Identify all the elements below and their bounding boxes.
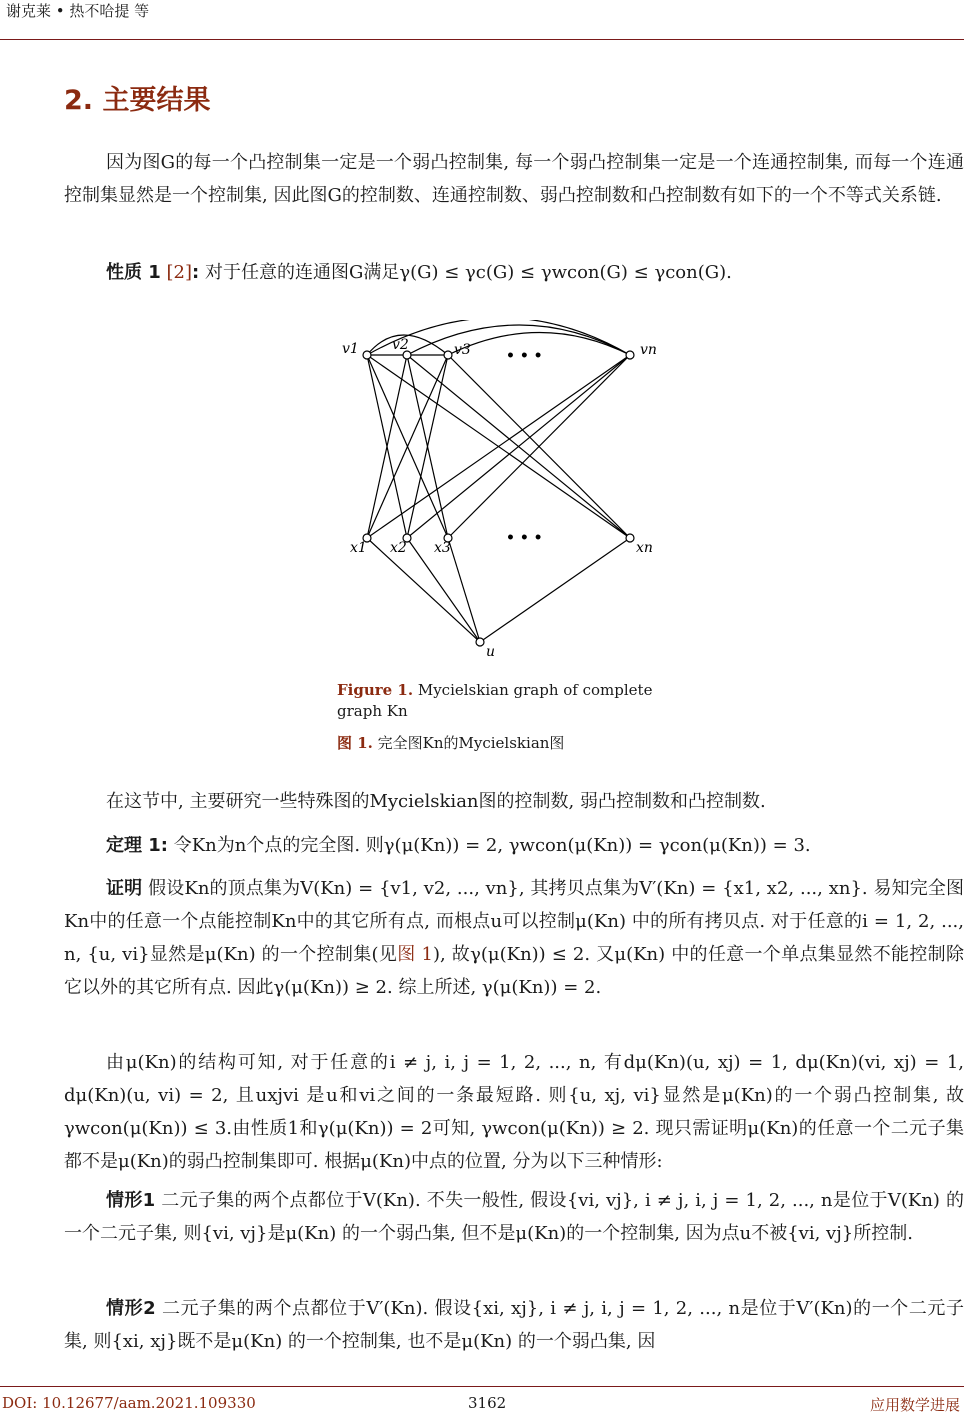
- label-v2: v2: [392, 337, 409, 353]
- running-header: 谢克莱 • 热不哈提 等: [6, 2, 150, 20]
- proof-text-2: ), 故γ(μ(Kn)) ≤ 2. 又μ(Kn) 中的任意一个单点集显然不能控制除它以外的其它所有点. 因此γ(μ(Kn)) ≥ 2. 综上所述, γ(μ(Kn)) = 2.: [64, 944, 964, 998]
- figure-caption-en: [337, 680, 697, 722]
- edge-xn-u: [480, 538, 630, 642]
- vertex-v1: [363, 351, 371, 359]
- section-paragraph: 在这节中, 主要研究一些特殊图的Mycielskian图的控制数, 弱凸控制数和凸控制数.: [106, 791, 766, 812]
- mycielskian-figure: [330, 320, 670, 670]
- vertex-vn: [626, 351, 634, 359]
- vertex-u: [476, 638, 484, 646]
- property-statement: [64, 256, 964, 289]
- theorem-label: 定理 1:: [106, 835, 168, 856]
- case2-paragraph: [64, 1292, 964, 1358]
- section-title: 2. 主要结果: [64, 85, 211, 116]
- case1-label: 情形1: [106, 1190, 156, 1211]
- figure-ref-link[interactable]: 图 1: [397, 944, 434, 965]
- figure-caption-en-text: Mycielskian graph of complete graph Kn: [337, 681, 653, 720]
- label-v3: v3: [454, 342, 471, 358]
- label-x3: x3: [434, 540, 451, 556]
- figure-caption-cn-text: 完全图Kn的Mycielskian图: [372, 734, 565, 752]
- footer-doi-link[interactable]: DOI: 10.12677/aam.2021.109330: [2, 1394, 256, 1412]
- footer-page-number: 3162: [468, 1394, 507, 1412]
- label-vn: vn: [640, 342, 657, 358]
- property-colon: :: [192, 262, 200, 283]
- label-x2: x2: [390, 540, 407, 556]
- edge-x3-u: [448, 538, 480, 642]
- case1-paragraph: [64, 1184, 964, 1250]
- figure-caption-en-label: Figure 1.: [337, 681, 414, 699]
- property-ref-link[interactable]: [2]: [166, 262, 193, 283]
- theorem-statement: [64, 829, 964, 862]
- intro-paragraph: 因为图G的每一个凸控制集一定是一个弱凸控制集, 每一个弱凸控制集一定是一个连通控制集, 而每一个连通控制集显然是一个控制集, 因此图G的控制数、连通控制数、弱凸控制数和凸控制数有如下的一个不等式关系链.: [64, 152, 964, 206]
- case2-label: 情形2: [106, 1298, 156, 1319]
- edge-x1-u: [367, 538, 480, 642]
- label-u: u: [486, 644, 496, 660]
- header-rule: [0, 39, 964, 40]
- proof-label: 证明: [106, 878, 143, 899]
- dots-top: • • •: [506, 348, 543, 364]
- proof-text-1: 假设Kn的顶点集为V(Kn) = {v1, v2, ..., vn}, 其拷贝点集为V′(Kn) = {x1, x2, ..., xn}. 易知完全图Kn中的任意一个点能控制Kn中的其它所有点, 而根点u可以控制μ(Kn) 中的所有拷贝点. 对于任意的i = 1, 2, ..., n, {u, vi}显然是μ(Kn) 的一个控制集(见: [64, 878, 964, 965]
- case2-text: 二元子集的两个点都位于V′(Kn). 假设{xi, xj}, i ≠ j, i, j = 1, 2, ..., n是位于V′(Kn)的一个二元子集, 则{xi, xj}既不是μ(Kn) 的一个控制集, 也不是μ(Kn) 的一个弱凸集, 因: [64, 1298, 964, 1352]
- label-xn: xn: [636, 540, 653, 556]
- figure-caption-cn-label: 图 1.: [337, 734, 373, 752]
- theorem-text: 令Kn为n个点的完全图. 则γ(μ(Kn)) = 2, γwcon(μ(Kn)) = γcon(μ(Kn)) = 3.: [168, 835, 811, 856]
- property-label: 性质 1: [106, 262, 161, 283]
- dots-bottom: • • •: [506, 530, 543, 546]
- figure-caption-cn: [337, 732, 564, 753]
- footer-journal-name: 应用数学进展: [869, 1396, 960, 1414]
- footer-rule: [0, 1386, 964, 1387]
- label-v1: v1: [342, 341, 359, 357]
- vertex-xn: [626, 534, 634, 542]
- proof-paragraph: [64, 872, 964, 1004]
- case1-text: 二元子集的两个点都位于V(Kn). 不失一般性, 假设{vi, vj}, i ≠ j, i, j = 1, 2, ..., n是位于V(Kn) 的一个二元子集, 则{vi, vj}是μ(Kn) 的一个弱凸集, 但不是μ(Kn)的一个控制集, 因为点u不被{vi, vj}所控制.: [64, 1190, 964, 1244]
- structure-paragraph: 由μ(Kn)的结构可知, 对于任意的i ≠ j, i, j = 1, 2, ..., n, 有dμ(Kn)(u, xj) = 1, dμ(Kn)(vi, xj) = 1, dμ(Kn)(u, vi) = 2, 且uxjvi 是u和vi之间的一条最短路. 则{u, xj, vi}显然是μ(Kn)的一个弱凸控制集, 故γwcon(μ(Kn)) ≤ 3.由性质1和γ(μ(Kn)) = 2可知, γwcon(μ(Kn)) ≥ 2. 现只需证明μ(Kn)的任意一个二元子集都不是μ(Kn)的弱凸控制集即可. 根据μ(Kn)中点的位置, 分为以下三种情形:: [64, 1052, 964, 1172]
- label-x1: x1: [350, 540, 367, 556]
- vertex-v3: [444, 351, 452, 359]
- property-text: 对于任意的连通图G满足γ(G) ≤ γc(G) ≤ γwcon(G) ≤ γcon(G).: [199, 262, 732, 283]
